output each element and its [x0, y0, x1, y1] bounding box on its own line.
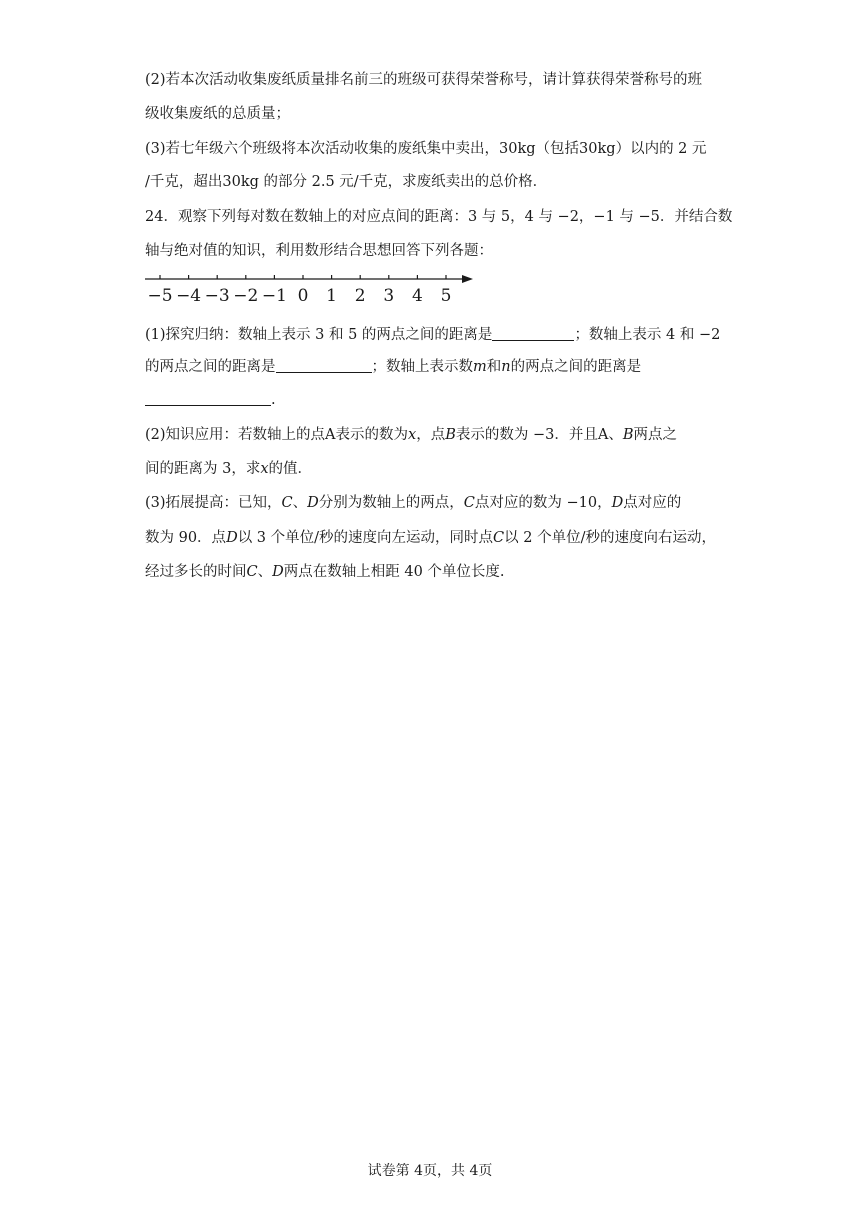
- answer-blank-1[interactable]: [492, 326, 574, 341]
- q24-part1-text-a: (1)探究归纳：数轴上表示 3 和 5 的两点之间的距离是: [145, 327, 493, 343]
- point-d-label-4: D: [272, 564, 284, 580]
- number-line-tick-label: 1: [326, 286, 338, 306]
- q24-part3-text-c: 分别为数轴上的两点，: [318, 495, 464, 511]
- answer-blank-3[interactable]: [145, 391, 271, 406]
- q23-part3-line1: (3)若七年级六个班级将本次活动收集的废纸集中卖出，30kg（包括30kg）以内的 2 元: [145, 141, 707, 157]
- var-m: m: [473, 359, 487, 375]
- var-n: n: [501, 359, 511, 375]
- q24-part3-line3: [145, 562, 725, 582]
- number-line-tick-label: −1: [261, 286, 287, 306]
- q24-part3-text-j: 、: [257, 564, 273, 580]
- point-a-label-2: A: [597, 427, 609, 443]
- q24-part2-text-g: 间的距离为 3，求: [145, 461, 261, 477]
- q24-intro-line1: 24．观察下列每对数在数轴上的对应点间的距离：3 与 5，4 与 −2，−1 与 −5．并结合数: [145, 209, 733, 225]
- point-b-label-2: B: [622, 427, 634, 443]
- q24-part3-text-e: 点对应的: [623, 495, 682, 511]
- q24-part3-text-i: 经过多长的时间: [145, 564, 247, 580]
- q23-part2-line2: 级收集废纸的总质量；: [145, 106, 290, 122]
- q24-part3-line2: [145, 528, 725, 548]
- number-line-arrow: [462, 275, 473, 283]
- q24-part3-text-h: 以 2 个单位/秒的速度向右运动，: [504, 530, 716, 546]
- q23-part2-line1: (2)若本次活动收集废纸质量排名前三的班级可获得荣誉称号，请计算获得荣誉称号的班: [145, 72, 703, 88]
- number-line-tick-label: −3: [204, 286, 230, 306]
- point-a-label: A: [325, 427, 336, 443]
- point-b-label: B: [445, 427, 456, 443]
- q24-part3-line1: [145, 493, 725, 513]
- q24-part1-text-f: 的两点之间的距离是: [510, 359, 642, 375]
- number-line-tick-label: −5: [147, 286, 173, 306]
- page-footer: 试卷第 4页，共 4页: [367, 1163, 493, 1179]
- number-line-tick-label: 0: [297, 286, 309, 306]
- number-line-tick-label: 2: [354, 286, 366, 306]
- q24-part2-text-a: (2)知识应用：若数轴上的点: [145, 427, 326, 443]
- number-line-tick-label: 5: [440, 286, 452, 306]
- q24-part3-text-f: 数为 90．点: [145, 530, 227, 546]
- q24-part1-text-c: 的两点之间的距离是: [145, 359, 276, 375]
- point-d-label-3: D: [226, 530, 238, 546]
- q24-part1-line3: [145, 390, 725, 410]
- number-line-tick-label: 3: [383, 286, 395, 306]
- q24-part1-text-e: 和: [486, 359, 502, 375]
- q24-part3-text-a: (3)拓展提高：已知，: [145, 495, 282, 511]
- var-x-2: x: [260, 461, 269, 477]
- number-line: [140, 268, 480, 308]
- point-d-label: D: [307, 495, 319, 511]
- q24-part2-text-f: 两点之: [633, 427, 677, 443]
- q24-part1-text-d: ；数轴上表示数: [371, 359, 473, 375]
- q24-intro-line2: 轴与绝对值的知识，利用数形结合思想回答下列各题：: [145, 243, 493, 259]
- q24-part2-text-c: ，点: [416, 427, 446, 443]
- q24-part1-text-b: ；数轴上表示 4 和 −2: [574, 327, 721, 343]
- point-c-label-3: C: [493, 530, 505, 546]
- q24-part1-text-g: .: [271, 392, 276, 408]
- number-line-tick-label: 4: [411, 286, 423, 306]
- q24-part1-line2: [145, 357, 725, 377]
- number-line-tick-label: −2: [233, 286, 259, 306]
- q24-part2-text-d: 表示的数为 −3．并且: [455, 427, 598, 443]
- point-d-label-2: D: [611, 495, 624, 511]
- number-line-tick-label: −4: [176, 286, 202, 306]
- q24-part1-line1: [145, 325, 725, 345]
- var-x: x: [408, 427, 417, 443]
- q24-part3-text-k: 两点在数轴上相距 40 个单位长度.: [283, 564, 505, 580]
- point-c-label-4: C: [246, 564, 258, 580]
- q24-part2-text-e: 、: [608, 427, 623, 443]
- q24-part3-text-b: 、: [292, 495, 308, 511]
- q24-part3-text-d: 点对应的数为 −10，: [474, 495, 612, 511]
- answer-blank-2[interactable]: [276, 358, 372, 373]
- q24-part2-text-h: 的值．: [268, 461, 313, 477]
- point-c-label: C: [281, 495, 293, 511]
- q24-part3-text-g: 以 3 个单位/秒的速度向左运动，同时点: [237, 530, 494, 546]
- q24-part2-text-b: 表示的数为: [335, 427, 409, 443]
- q24-part2-line1: [145, 425, 725, 445]
- q23-part3-line2: /千克，超出30kg 的部分 2.5 元/千克，求废纸卖出的总价格．: [145, 174, 548, 190]
- point-c-label-2: C: [463, 495, 475, 511]
- q24-part2-line2: [145, 459, 725, 479]
